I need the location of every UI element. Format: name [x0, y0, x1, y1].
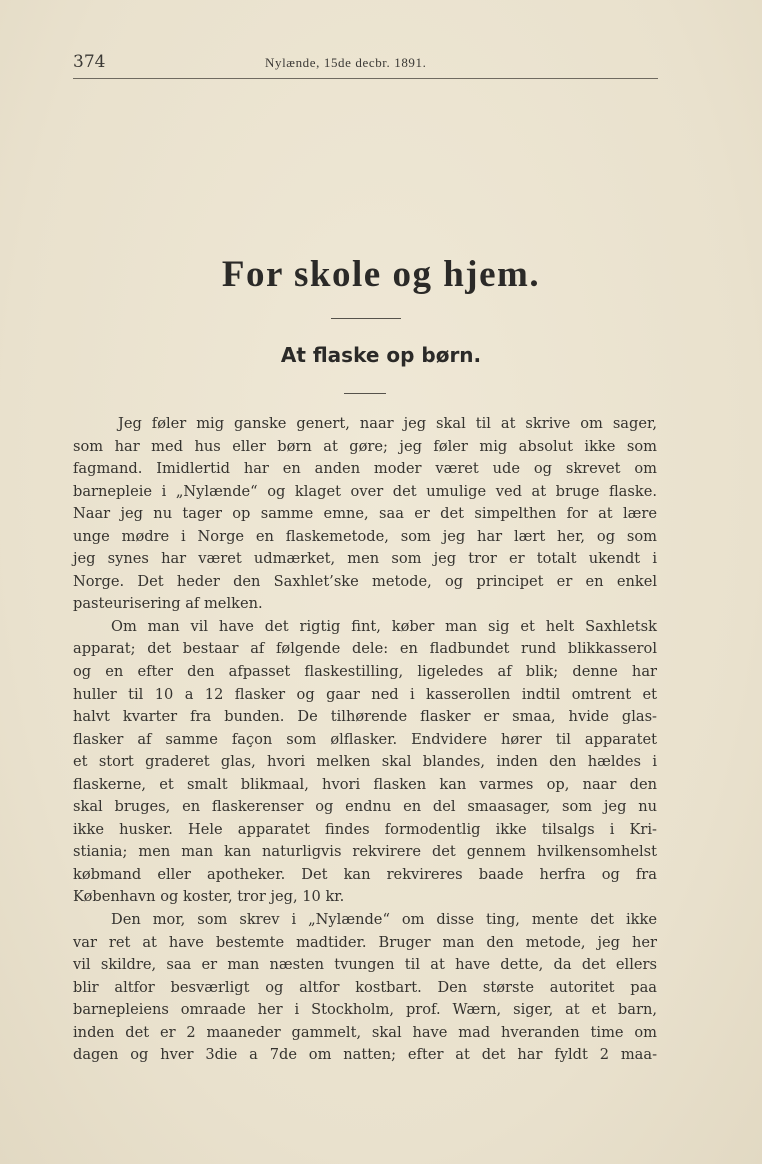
text-line: Norge. Det heder den Saxhlet’ske metode, og principet er en enkel [73, 572, 657, 590]
text-line: Jeg føler mig ganske genert, naar jeg skal til at skrive om sager, [118, 415, 657, 432]
article-title: At flaske op børn. [280, 343, 482, 367]
text-line: et stort graderet glas, hvori melken skal blandes, inden den hældes i [73, 753, 657, 771]
text-line: blir altfor besværligt og altfor kostbart. Den største autoritet paa [73, 978, 657, 996]
text-line: skal bruges, en flaskerenser og endnu en del smaasager, som jeg nu [73, 798, 657, 816]
text-line: Om man vil have det rigtig fint, køber man sig et helt Saxhletsk [111, 617, 657, 635]
running-title: Nylænde, 15de decbr. 1891. [265, 55, 427, 70]
text-line: jeg synes har været udmærket, men som jeg tror er totalt ukendt i [73, 550, 657, 568]
article-divider [344, 393, 386, 394]
text-line: flaskerne, et smalt blikmaal, hvori flasken kan varmes op, naar den [73, 775, 657, 793]
running-head [73, 50, 658, 79]
text-line: Naar jeg nu tager op samme emne, saa er det simpelthen for at lære [73, 505, 657, 523]
text-line: barnepleie i „Nylænde“ og klaget over det umulige ved at bruge flaske. [73, 482, 657, 500]
text-line: Den mor, som skrev i „Nylænde“ om disse ting, mente det ikke [111, 911, 657, 929]
text-line: og en efter den afpasset flaskestilling, ligeledes af blik; denne har [73, 663, 657, 681]
title-divider [331, 318, 401, 319]
text-line: apparat; det bestaar af følgende dele: en fladbundet rund blikkasserol [73, 640, 657, 658]
text-line: ikke husker. Hele apparatet findes formodentlig ikke tilsalgs i Kri- [73, 820, 657, 838]
text-line: pasteurisering af melken. [73, 595, 263, 613]
text-line: unge mødre i Norge en flaskemetode, som jeg har lært her, og som [73, 527, 657, 545]
text-line: stiania; men man kan naturligvis rekvirere det gennem hvilkensomhelst [73, 843, 657, 861]
text-line: vil skildre, saa er man næsten tvungen til at have dette, da det ellers [73, 956, 657, 974]
text-line: købmand eller apotheker. Det kan rekvireres baade herfra og fra [73, 865, 657, 883]
text-line: halvt kvarter fra bunden. De tilhørende flasker er smaa, hvide glas- [73, 708, 657, 726]
text-line: dagen og hver 3die a 7de om natten; efter at det har fyldt 2 maa- [73, 1046, 657, 1064]
text-line: barnepleiens omraade her i Stockholm, prof. Wærn, siger, at et barn, [73, 1001, 657, 1019]
text-line: inden det er 2 maaneder gammelt, skal have mad hveranden time om [73, 1023, 657, 1041]
page-number: 374 [73, 52, 106, 72]
text-line: var ret at have bestemte madtider. Bruger man den metode, jeg her [73, 933, 657, 951]
text-line: flasker af samme façon som ølflasker. Endvidere hører til apparatet [73, 730, 657, 748]
article-body [73, 413, 657, 1067]
text-line: fagmand. Imidlertid har en anden moder været ude og skrevet om [73, 460, 657, 478]
text-line: København og koster, tror jeg, 10 kr. [73, 888, 345, 906]
text-line: som har med hus eller børn at gøre; jeg føler mig absolut ikke som [73, 437, 657, 455]
text-line: huller til 10 a 12 flasker og gaar ned i kasserollen indtil omtrent et [73, 685, 657, 703]
section-title: For skole og hjem. [221, 254, 541, 295]
